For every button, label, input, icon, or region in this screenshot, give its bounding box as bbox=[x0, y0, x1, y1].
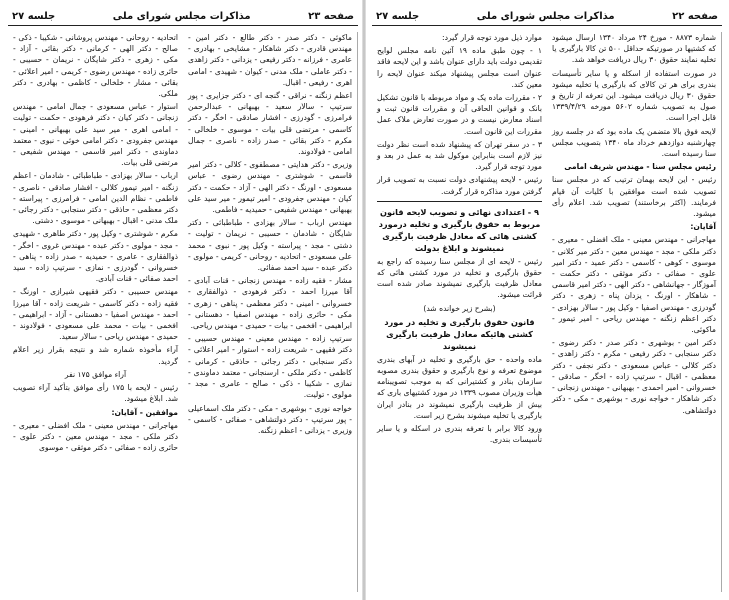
left-page-session: جلسه ۲۷ bbox=[12, 11, 56, 22]
right-page-title: مذاکرات مجلس شورای ملی bbox=[476, 11, 615, 22]
right-page-columns bbox=[372, 32, 722, 592]
paragraph: مهندس حسیبی - دکتر فقیهی شیرازی - اورنگ - فقیه زاده - دکتر کاسمی - شریعت زاده - آقا میرزا احمد - مهندس اصفیا - دهستانی - آزاد - ابراهیمی - افخمی - بیات - محمد علی مسعودی - فولادوند - حمیدی - مهندس ریاحی - سالار سعید. bbox=[13, 287, 178, 342]
senate-head: رئیس مجلس سنا - مهندس شریف امامی bbox=[564, 162, 716, 172]
paragraph: اعظم زنگنه - نراقی - گنجه ای - دکتر جزایری - پور سرتیپ - سالار سعید - بهبهانی - عبدالرحمن فرامرزی - گودرزی - افشار صادقی - اخگر - دکتر کاسمی - مرتضی قلی بیات - موسوی - خلخالی - مکرم - دکتر بقائی - صدر زاده - ناصری - جمال امامی - فولادوند. bbox=[188, 91, 352, 157]
vote-result: آراء موافق ۱۷۵ نفر bbox=[64, 369, 127, 379]
paragraph: ۲ - مقررات ماده یک و مواد مربوطه با قانون تشکیل بانک و قوانین الحاقی آن و مقررات قانون ثبت و اسناد معارض نیست و در صورت تعارض ملاک عمل مقررات این قانون است. bbox=[377, 93, 542, 136]
left-page-header bbox=[8, 8, 358, 26]
right-page-label: صفحه ۲۲ bbox=[672, 11, 718, 22]
right-page bbox=[372, 8, 722, 592]
bill-heading: ۹ - اعتدادی نهائی و تصویب لایحه قانون مربوط به حقوق بارگیری و تخلیه درمورد کشتی هائی که معادل ظرفیت بارگیری نمیشوند و ابلاغ بدولت bbox=[378, 206, 541, 253]
paragraph: خواجه نوری - بوشهری - مکی - دکتر ملک اسماعیلی - پور سرتیپ - دکتر دولتشاهی - صفائی - کاسمی - وزیری - یزدانی - اعظم زنگنه. bbox=[188, 403, 352, 435]
right-page-column-left bbox=[547, 32, 722, 592]
vote-paragraph: رئیس - لایحه با ۱۷۵ رأی موافق بتأکید آراء تصویب شد. ابلاغ میشود. bbox=[13, 383, 178, 404]
divider bbox=[377, 201, 542, 202]
law-title: قانون حقوق بارگیری و تخلیه در مورد کشتی هائیکه معادل ظرفیت بارگیری نمیشوند bbox=[384, 316, 535, 351]
paragraph: اتحادیه - روحانی - مهندس پروشانی - شکیبا - ذکی - صالح - دکتر الهی - کرمانی - دکتر بقائی - آزاد - مکی - زهری - دکتر شایگان - نریمان - حسیبی - حائری زاده - مهندس رضوی - کریمی - امیر اعلائی - بقائی - مشار - خلخالی - کاظمی - بهادری - دکتر ملکی. bbox=[13, 33, 178, 99]
approvers-title: موافقین - آقایان: bbox=[111, 407, 178, 417]
article-text: ماده واحده - حق بارگیری و تخلیه در آبهای بندری موضوع تعرفه و نوع بارگیری و حقوق بندری مصوبه سازمان بنادر و کشتیرانی که به موجب تصویبنامه هیأت وزیران مصوب ۱۳۳۹ در مورد کشتیهای باری که بیش از ظرفیت بارگیری نمیشوند در بنادر ایران بارگیری یا تخلیه میشوند بشرح زیر است. bbox=[376, 354, 542, 420]
paragraph: شماره ۸۸۷۳ - مورخ ۲۴ مرداد ۱۳۴۰ ارسال میشود که کشتیها در صورتیکه حداقل ۵۰۰ تن کالا بارگیری یا تخلیه نمایند حقوق ۳۰ ریال دریافت خواهد شد. bbox=[552, 33, 716, 65]
left-page-title: مذاکرات مجلس شورای ملی bbox=[112, 11, 251, 22]
ratify-paragraph: رئیس - لایحه پیشنهادی دولت نسبت به تصویب قرار گرفتن مورد مذاکره قرار گرفت. bbox=[377, 175, 542, 196]
paragraph: در صورت استفاده از اسکله و یا سایر تأسیسات بندری برای هر تن کالای که بارگیری یا تخلیه میشود حقوق ۳۰ ریال دریافت میشود. این تعرفه از تاریخ و صول به تصویب شماره ۵۶۰۲ مورخه ۱۳۳۹/۴/۲۹ قابل اجرا است. bbox=[552, 68, 716, 123]
read-note: (بشرح زیر خوانده شد) bbox=[423, 303, 496, 313]
left-page-column-right bbox=[8, 32, 183, 592]
paragraph: موارد ذیل مورد توجه قرار گیرد: bbox=[442, 33, 542, 42]
left-page bbox=[8, 8, 358, 592]
bill-paragraph: رئیس - لایحه ای از مجلس سنا رسیده که راجع به حقوق بارگیری و تخلیه در مورد کشتی هائی که معادل ظرفیت بارگیری نمیشوند صادر شده است قرائت میشود. bbox=[377, 256, 542, 300]
approvers-list: مهاجرانی - مهندس معینی - ملک افضلی - معیری - دکتر ملکی - مجد - مهندس معین - دکتر علوی - حائری زاده - صفائی - دکتر موثقی - موسوی bbox=[13, 420, 178, 453]
page-gutter bbox=[362, 0, 366, 600]
article-end: ورود کالا برابر با تعرفه بندری در اسکله و یا سایر تأسیسات بندری. bbox=[377, 424, 542, 445]
paragraph: مشار - فقیه زاده - مهندس زنجانی - قنات آبادی - آقا میرزا احمد - دکتر فرهودی - ذوالفقاری - خسروانی - امینی - دکتر معظمی - پناهی - زهری - مکی - حائری زاده - مهندس اصفیا - دهستانی - ابراهیمی - افخمی - بیات - حمیدی - مهندس ریاحی. bbox=[188, 276, 352, 331]
roll-call-title: آقایان: bbox=[690, 222, 716, 232]
paragraph: لایحه فوق بالا متضمن یک ماده بود که در جلسه روز چهارشنبه دوازدهم خرداد ماه ۱۳۴۰ بتصویب مجلس سنا رسیده است. bbox=[552, 126, 717, 159]
left-page-columns bbox=[8, 32, 358, 592]
right-page-session: جلسه ۲۷ bbox=[376, 11, 420, 22]
right-page-header bbox=[372, 8, 722, 26]
paragraph: استوار - عباس مسعودی - جمال امامی - مهندس زنجانی - دکتر کیان - دکتر فرهودی - حکمت - تولیت - امامی اهری - میر سید علی بهبهانی - امینی - مهندس جفرودی - دکتر امامی خوئی - نبوی - معتمد دماوندی - دکتر امیر قاسمی - مهندس شفیعی - مرتضی قلی بیات. bbox=[13, 102, 178, 168]
paragraph: وزیری - دکتر هدایتی - مصطفوی - کلالی - دکتر امیر قاسمی - شوشتری - مهندس رضوی - عباس مسعودی - اورنگ - دکتر الهی - آزاد - حکمت - دکتر کیان - مهندس جفرودی - امیر تیمور - میر سید علی بهبهانی - مهندس شفیعی - حمیدیه - فاطمی. bbox=[188, 160, 352, 215]
paragraph: مکرم - شوشتری - وکیل پور - دکتر طاهری - شهیدی - مجد - مولوی - دکتر عبده - مهندس غروی - اخگر - ذوالفقاری - عامری - حمیدیه - صدر زاده - پناهی - خسروانی - گودرزی - نمازی - سرتیپ زاده - سید احمد صفائی - قنات آبادی. bbox=[13, 229, 178, 284]
right-page-column-right bbox=[372, 32, 547, 592]
senate-text: رئیس - این لایحه بهمان ترتیب که در مجلس سنا تصویب شده است موافقین با کلیات آن قیام فرمایند. (اکثر برخاستند) تصویب شد. اعلام رأی میشود. bbox=[552, 175, 716, 219]
paragraph: ۳ - در سفر تهران که پیشنهاد شده است نظر دولت نیز لازم است بنابراین موکول شد به عمل در بعد و مورد توجه قرار گیرد. bbox=[377, 139, 542, 172]
paragraph: آراء مأخوذه شماره شد و نتیجه بقرار زیر اعلام گردید. bbox=[13, 345, 178, 366]
roll-call-list: مهاجرانی - مهندس معینی - ملک افضلی - معیری - دکتر ملکی - مجد - مهندس معین - دکتر میر کلانی - موسوی - کوهی - کاسمی - دکتر عمید - دکتر امیر علوی - صفائی - دکتر موثقی - دکتر حکمت - آموزگار - جهانشاهی - دکتر الهی - دکتر امیر قاسمی - شاهکار - اورنگ - یزدان پناه - زهری - دکتر گودرزی - مهندس اصفیا - وکیل پور - سالار بهزادی - دکتر اعظم زنگنه - مهندس ریاحی - امیر تیمور - ماکوئی. bbox=[552, 235, 716, 335]
paragraph: ماکوئی - دکتر صدر - دکتر طالع - دکتر امین - مهندس قادری - دکتر شاهکار - مشایخی - بهادری - عامری - فرزانه - دکتر رفیعی - یزدانی - دکتر زاهدی - دکتر عاملی - ملک مدنی - کیوان - شهیدی - امامی اهری - رفیعی - اقبال. bbox=[188, 33, 352, 87]
roll-call-list-continued: دکتر امین - بوشهری - دکتر صدر - دکتر رضوی - دکتر سنجابی - دکتر رفیعی - مکرم - دکتر زاهدی - دکتر کلالی - عباس مسعودی - دکتر نجفی - دکتر معظمی - اقبال - سرتیپ زاده - اخگر - صادقی - خسروانی - امیر احمدی - بهبهانی - مهندس زنجانی - دکتر شاهکار - خواجه نوری - بوشهری - مکی - دکتر دولتشاهی. bbox=[552, 338, 716, 415]
left-page-label: صفحه ۲۳ bbox=[308, 11, 354, 22]
left-page-column-left bbox=[183, 32, 358, 592]
paragraph: مهندس ارباب - سالار بهزادی - طباطبائی - دکتر شایگان - شادمان - حسیبی - نریمان - تولیت - دشتی - مجد - پیراسته - وکیل پور - نبوی - محمد علی مسعودی - اتحادیه - روحانی - کریمی - مولوی - دکتر عبده - سید احمد صفائی. bbox=[188, 218, 352, 273]
paragraph: ۱ - چون طبق ماده ۱۹ آئین نامه مجلس لوایح تقدیمی دولت باید دارای عنوان باشد و این لایحه فاقد عنوان است مجلس پیشنهاد میکند عنوان لایحه را معین کند. bbox=[377, 46, 542, 89]
paragraph: سرتیپ زاده - مهندس معینی - مهندس حسیبی - دکتر فقیهی - شریعت زاده - استوار - امیر اعلائی - دکتر سنجابی - دکتر رجائی - حاذقی - کرمانی - کاظمی - دکتر ملکی - ارسنجانی - معتمد دماوندی - نمازی - شکیبا - ذکی - صالح - عامری - مجد - مولوی - تولیت. bbox=[188, 334, 352, 400]
paragraph: ارباب - سالار بهزادی - طباطبائی - شادمان - اعظم زنگنه - امیر تیمور کلالی - افشار صادقی - ناصری - فاطمی - نظام الدین امامی - فرامرزی - پیراسته - دکتر معظمی - حاذقی - دکتر سنجابی - دکتر رجائی - ملک مدنی - اقبال - بهبهانی - موسوی - دشتی. bbox=[13, 171, 178, 226]
